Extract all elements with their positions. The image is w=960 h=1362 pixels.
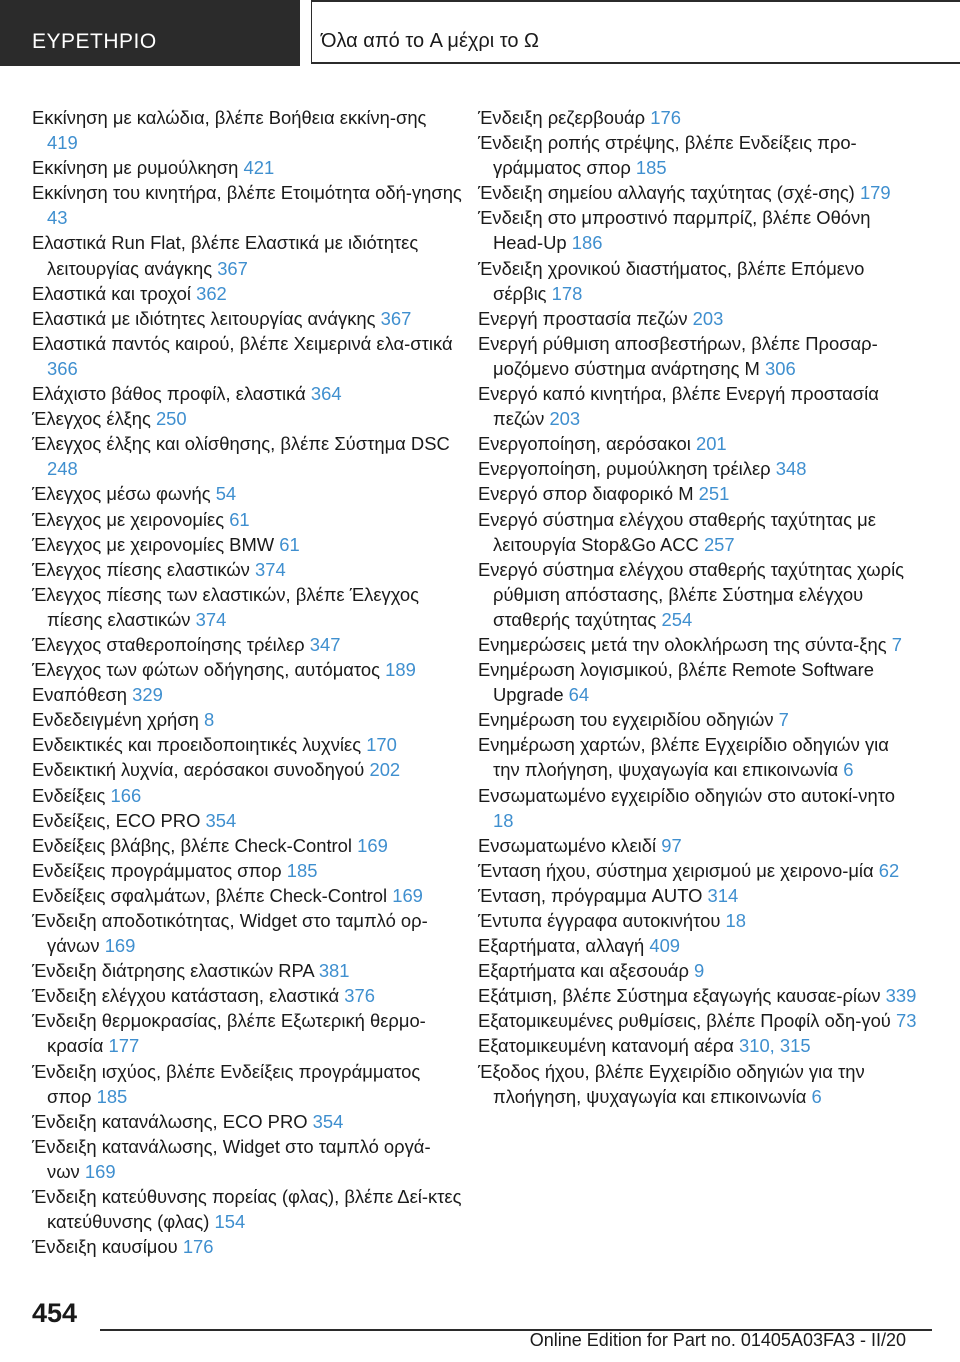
index-entry xyxy=(32,281,462,306)
entry-page-link[interactable]: 254 xyxy=(661,608,693,630)
index-entry xyxy=(478,908,918,933)
entry-page-link[interactable]: 61 xyxy=(279,533,300,555)
entry-page-link[interactable]: 419 xyxy=(47,132,78,154)
entry-term: Ενδείξεις βλάβης, βλέπε Check-Control xyxy=(32,834,352,856)
index-entry xyxy=(32,632,462,657)
index-entry xyxy=(32,155,462,180)
entry-term: Ένδειξη ισχύος, βλέπε Ενδείξεις προγράμματος σπορ xyxy=(32,1060,421,1107)
entry-term: Ενεργοποίηση, αερόσακοι xyxy=(478,433,691,455)
entry-page-link[interactable]: 348 xyxy=(775,458,807,480)
index-entry xyxy=(32,306,462,331)
entry-term: Έντυπα έγγραφα αυτοκινήτου xyxy=(478,910,721,931)
index-column-left xyxy=(32,105,462,1259)
index-entry xyxy=(32,406,462,431)
index-entry xyxy=(478,858,918,883)
index-entry xyxy=(478,732,918,782)
index-entry xyxy=(478,381,918,431)
entry-page-link[interactable]: 314 xyxy=(707,884,739,906)
entry-term: Εκκίνηση με καλώδια, βλέπε Βοήθεια εκκίνη-σης xyxy=(32,107,427,128)
entry-term: Εξαρτήματα και αξεσουάρ xyxy=(478,960,689,982)
entry-term: Έλεγχος με χειρονομίες xyxy=(32,508,225,530)
entry-page-link[interactable]: 185 xyxy=(96,1085,128,1107)
entry-page-link[interactable]: 73 xyxy=(896,1010,917,1032)
index-entry xyxy=(32,732,462,757)
index-entry xyxy=(32,958,462,983)
entry-term: Ενδείξεις xyxy=(32,784,106,806)
entry-page-link[interactable]: 54 xyxy=(215,483,237,505)
entry-page-link[interactable]: 8 xyxy=(204,709,215,731)
entry-page-link[interactable]: 257 xyxy=(703,533,735,555)
index-entry xyxy=(478,983,918,1008)
index-entry xyxy=(32,180,462,230)
entry-term: Εξατομικευμένες ρυθμίσεις, βλέπε Προφίλ οδη-γού xyxy=(478,1010,891,1032)
index-entry xyxy=(32,532,462,557)
entry-term: Ένδειξη κατανάλωσης, Widget στο ταμπλό οργά-νων xyxy=(32,1135,431,1182)
entry-term: Έλεγχος πίεσης των ελαστικών, βλέπε Έλεγχος πίεσης ελαστικών xyxy=(32,583,419,630)
entry-page-link[interactable]: 310, 315 xyxy=(738,1035,811,1057)
entry-term: Ένδειξη διάτρησης ελαστικών RPA xyxy=(32,960,314,982)
entry-page-link[interactable]: 367 xyxy=(217,257,248,279)
entry-page-link[interactable]: 329 xyxy=(132,684,163,706)
entry-term: Ενημέρωση λογισμικού, βλέπε Remote Software Upgrade xyxy=(478,659,874,706)
index-entry xyxy=(478,205,918,255)
entry-page-link[interactable]: 9 xyxy=(694,960,705,982)
index-entry xyxy=(32,1109,462,1134)
entry-term: Ενεργό σπορ διαφορικό M xyxy=(478,483,694,505)
entry-page-link[interactable]: 366 xyxy=(47,357,78,379)
entry-term: Ενεργό σύστημα ελέγχου σταθερής ταχύτητας χωρίς ρύθμιση απόστασης, βλέπε Σύστημα ελέγχου σταθερής ταχύτητας xyxy=(478,558,905,630)
index-entry xyxy=(32,808,462,833)
entry-page-link[interactable]: 185 xyxy=(635,157,667,179)
entry-page-link[interactable]: 354 xyxy=(205,809,237,831)
index-entry xyxy=(32,507,462,532)
entry-term: Ένδειξη ροπής στρέψης, βλέπε Ενδείξεις προ-γράμματος σπορ xyxy=(478,132,857,179)
index-entry xyxy=(478,431,918,456)
entry-term: Ενεργή προστασία πεζών xyxy=(478,307,688,329)
index-entry xyxy=(478,1059,918,1109)
entry-page-link[interactable]: 409 xyxy=(649,935,681,957)
entry-page-link[interactable]: 7 xyxy=(778,709,789,731)
index-entry xyxy=(478,783,918,833)
entry-page-link[interactable]: 97 xyxy=(661,834,682,856)
entry-term: Έλεγχος πίεσης ελαστικών xyxy=(32,558,250,580)
entry-page-link[interactable]: 64 xyxy=(568,684,590,706)
index-entry xyxy=(32,858,462,883)
entry-page-link[interactable]: 421 xyxy=(243,157,275,179)
entry-page-link[interactable]: 374 xyxy=(255,558,286,580)
entry-term: Ελαστικά με ιδιότητες λειτουργίας ανάγκης xyxy=(32,307,376,329)
index-column-right xyxy=(478,105,918,1109)
entry-term: Ενημέρωση χαρτών, βλέπε Εγχειρίδιο οδηγιών για την πλοήγηση, ψυχαγωγία και επικοινωνία xyxy=(478,734,889,781)
entry-page-link[interactable]: 43 xyxy=(47,207,68,229)
index-entry xyxy=(32,707,462,732)
index-entry xyxy=(478,833,918,858)
entry-page-link[interactable]: 61 xyxy=(229,508,250,530)
entry-term: Ελαστικά Run Flat, βλέπε Ελαστικά με ιδιότητες λειτουργίας ανάγκης xyxy=(32,232,419,279)
index-entry xyxy=(32,757,462,782)
entry-page-link[interactable]: 186 xyxy=(571,232,603,254)
index-entry xyxy=(32,481,462,506)
entry-term: Ενδεικτική λυχνία, αερόσακοι συνοδηγού xyxy=(32,759,365,781)
entry-page-link[interactable]: 362 xyxy=(196,282,227,304)
entry-term: Ένταση ήχου, σύστημα χειρισμού με χειρονο-μία xyxy=(478,859,874,881)
index-entry xyxy=(32,1234,462,1259)
entry-page-link[interactable]: 367 xyxy=(380,307,412,329)
entry-term: Εκκίνηση του κινητήρα, βλέπε Ετοιμότητα οδή-γησης xyxy=(32,182,462,204)
entry-page-link[interactable]: 154 xyxy=(214,1211,246,1233)
entry-term: Εναπόθεση xyxy=(32,684,128,706)
entry-term: Ένδειξη αποδοτικότητας, Widget στο ταμπλό ορ-γάνων xyxy=(32,910,428,957)
index-entry xyxy=(478,632,918,657)
index-entry xyxy=(478,933,918,958)
index-entry xyxy=(478,557,918,632)
page-number: 454 xyxy=(32,1298,78,1328)
index-entry xyxy=(32,883,462,908)
index-entry xyxy=(32,1134,462,1184)
index-entry xyxy=(32,783,462,808)
entry-term: Ενεργό σύστημα ελέγχου σταθερής ταχύτητας με λειτουργία Stop&Go ACC xyxy=(478,508,876,555)
entry-page-link[interactable]: 306 xyxy=(765,357,796,379)
entry-page-link[interactable]: 347 xyxy=(309,633,341,655)
entry-term: Έλεγχος έλξης xyxy=(32,408,151,430)
index-entry xyxy=(32,1008,462,1058)
entry-term: Εξαρτήματα, αλλαγή xyxy=(478,935,645,957)
entry-term: Ένδειξη καυσίμου xyxy=(32,1236,178,1258)
index-entry xyxy=(478,883,918,908)
entry-term: Ενδείξεις, ECO PRO xyxy=(32,809,201,831)
index-entry xyxy=(478,256,918,306)
entry-term: Έλεγχος σταθεροποίησης τρέιλερ xyxy=(32,633,305,655)
index-entry xyxy=(32,983,462,1008)
entry-term: Εξατομικευμένη κατανομή αέρα xyxy=(478,1035,734,1057)
entry-term: Ενεργή ρύθμιση αποσβεστήρων, βλέπε Προσαρ-μοζόμενο σύστημα ανάρτησης M xyxy=(478,332,878,379)
entry-term: Ενημερώσεις μετά την ολοκλήρωση της σύντα-ξης xyxy=(478,633,887,655)
entry-term: Ενσωματωμένο κλειδί xyxy=(478,834,657,856)
page-header xyxy=(0,0,960,66)
index-entry xyxy=(32,833,462,858)
index-entry xyxy=(32,1059,462,1109)
index-entry xyxy=(32,105,462,155)
entry-page-link[interactable]: 166 xyxy=(110,784,142,806)
index-entry xyxy=(478,1033,918,1058)
index-entry xyxy=(478,958,918,983)
entry-page-link[interactable]: 176 xyxy=(650,107,681,128)
entry-page-link[interactable]: 62 xyxy=(878,859,900,881)
entry-term: Εκκίνηση με ρυμούλκηση xyxy=(32,157,239,179)
subtitle-box xyxy=(311,0,960,64)
entry-page-link[interactable]: 376 xyxy=(344,985,375,1007)
entry-page-link[interactable]: 170 xyxy=(366,734,397,756)
index-entry xyxy=(32,908,462,958)
entry-page-link[interactable]: 381 xyxy=(318,960,350,982)
entry-term: Ενεργοποίηση, ρυμούλκηση τρέιλερ xyxy=(478,458,771,480)
index-entry xyxy=(32,381,462,406)
entry-term: Ενσωματωμένο εγχειρίδιο οδηγιών στο αυτοκί-νητο xyxy=(478,784,895,806)
entry-page-link[interactable]: 248 xyxy=(47,458,78,480)
entry-page-link[interactable]: 169 xyxy=(357,834,388,856)
entry-term: Ένδειξη ελέγχου κατάσταση, ελαστικά xyxy=(32,985,340,1007)
entry-page-link[interactable]: 339 xyxy=(885,985,917,1007)
entry-term: Έλεγχος έλξης και ολίσθησης, βλέπε Σύστημα DSC xyxy=(32,433,450,455)
index-entry xyxy=(478,707,918,732)
index-entry xyxy=(32,331,462,381)
entry-term: Ελαστικά και τροχοί xyxy=(32,282,191,304)
entry-term: Ένδειξη κατανάλωσης, ECO PRO xyxy=(32,1110,308,1132)
entry-page-link[interactable]: 176 xyxy=(182,1236,214,1258)
entry-page-link[interactable]: 203 xyxy=(692,307,724,329)
index-entry xyxy=(478,507,918,557)
section-title: ΕΥΡΕΤΗΡΙΟ xyxy=(32,30,157,53)
entry-page-link[interactable]: 18 xyxy=(725,910,746,931)
entry-page-link[interactable]: 169 xyxy=(392,884,423,906)
entry-page-link[interactable]: 354 xyxy=(312,1110,344,1132)
entry-page-link[interactable]: 6 xyxy=(811,1085,822,1107)
entry-term: Εξάτμιση, βλέπε Σύστημα εξαγωγής καυσαε-ρίων xyxy=(478,985,881,1007)
index-entry xyxy=(478,481,918,506)
entry-term: Έλεγχος των φώτων οδήγησης, αυτόματος xyxy=(32,659,381,681)
entry-page-link[interactable]: 169 xyxy=(84,1160,116,1182)
entry-page-link[interactable]: 364 xyxy=(310,383,342,405)
entry-term: Ενδεικτικές και προειδοποιητικές λυχνίες xyxy=(32,734,362,756)
entry-page-link[interactable]: 201 xyxy=(695,433,727,455)
entry-term: Ένδειξη κατεύθυνσης πορείας (φλας), βλέπε Δεί-κτες κατεύθυνσης (φλας) xyxy=(32,1186,462,1233)
entry-term: Ελαστικά παντός καιρού, βλέπε Χειμερινά ελα-στικά xyxy=(32,332,453,354)
index-entry xyxy=(478,1008,918,1033)
entry-page-link[interactable]: 169 xyxy=(104,935,136,957)
section-tab xyxy=(0,0,300,66)
index-entry xyxy=(478,306,918,331)
edition-note: Online Edition for Part no. 01405A03FA3 - II/20 xyxy=(529,1330,906,1350)
index-entry xyxy=(32,230,462,280)
entry-term: Ένδειξη σημείου αλλαγής ταχύτητας (σχέ-σης) xyxy=(478,182,855,204)
entry-term: Ενδεδειγμένη χρήση xyxy=(32,709,199,731)
entry-page-link[interactable]: 374 xyxy=(195,608,227,630)
entry-term: Ελάχιστο βάθος προφίλ, ελαστικά xyxy=(32,383,306,405)
entry-page-link[interactable]: 251 xyxy=(698,483,730,505)
entry-term: Ενδείξεις σφαλμάτων, βλέπε Check-Control xyxy=(32,884,388,906)
entry-term: Ένδειξη θερμοκρασίας, βλέπε Εξωτερική θερμο-κρασία xyxy=(32,1010,426,1057)
entry-page-link[interactable]: 18 xyxy=(493,809,514,831)
index-entry xyxy=(478,130,918,180)
index-entry xyxy=(32,582,462,632)
entry-page-link[interactable]: 178 xyxy=(551,282,583,304)
entry-page-link[interactable]: 179 xyxy=(859,182,891,204)
entry-page-link[interactable]: 7 xyxy=(891,633,902,655)
index-entry xyxy=(478,331,918,381)
entry-page-link[interactable]: 203 xyxy=(549,408,581,430)
entry-page-link[interactable]: 177 xyxy=(108,1035,140,1057)
index-entry xyxy=(478,105,918,130)
entry-page-link[interactable]: 202 xyxy=(369,759,401,781)
section-subtitle: Όλα από το A μέχρι το Ω xyxy=(321,30,539,52)
entry-page-link[interactable]: 250 xyxy=(155,408,187,430)
entry-term: Ένταση, πρόγραμμα AUTO xyxy=(478,884,703,906)
entry-term: Ένδειξη ρεζερβουάρ xyxy=(478,107,646,128)
index-entry xyxy=(32,657,462,682)
entry-term: Έξοδος ήχου, βλέπε Εγχειρίδιο οδηγιών για την πλοήγηση, ψυχαγωγία και επικοινωνία xyxy=(478,1060,865,1107)
entry-page-link[interactable]: 189 xyxy=(385,659,416,681)
entry-term: Ενεργό καπό κινητήρα, βλέπε Ενεργή προστασία πεζών xyxy=(478,383,879,430)
entry-term: Ένδειξη χρονικού διαστήματος, βλέπε Επόμενο σέρβις xyxy=(478,257,865,304)
index-entry xyxy=(32,431,462,481)
index-entry xyxy=(478,657,918,707)
index-entry xyxy=(478,180,918,205)
entry-term: Ενδείξεις προγράμματος σπορ xyxy=(32,859,282,881)
entry-term: Έλεγχος μέσω φωνής xyxy=(32,483,211,505)
entry-term: Έλεγχος με χειρονομίες BMW xyxy=(32,533,275,555)
entry-term: Ενημέρωση του εγχειριδίου οδηγιών xyxy=(478,709,774,731)
index-entry xyxy=(32,682,462,707)
entry-term: Ένδειξη στο μπροστινό παρμπρίζ, βλέπε Οθόνη Head-Up xyxy=(478,207,871,254)
index-entry xyxy=(32,557,462,582)
index-entry xyxy=(32,1184,462,1234)
entry-page-link[interactable]: 6 xyxy=(843,759,854,781)
entry-page-link[interactable]: 185 xyxy=(286,859,318,881)
index-entry xyxy=(478,456,918,481)
